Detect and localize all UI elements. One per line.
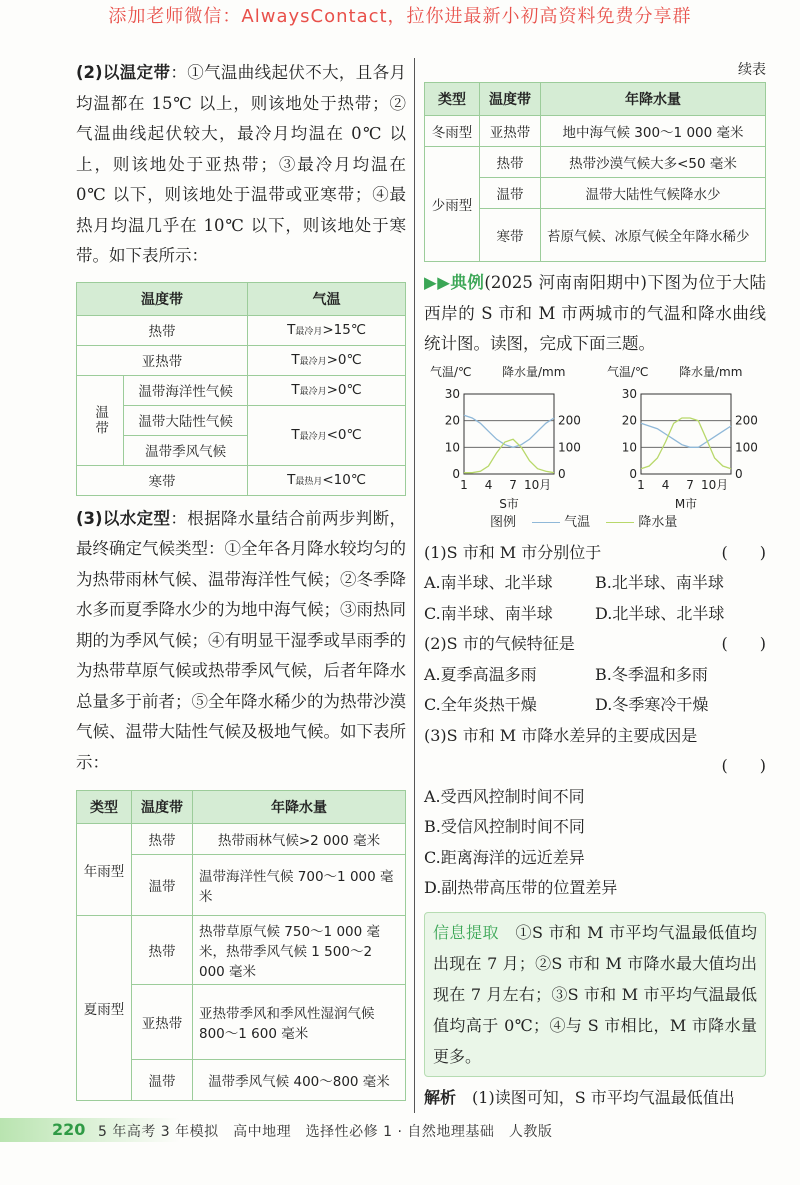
table-cell: 热带: [132, 916, 193, 985]
plot-area: [622, 387, 758, 492]
y-left-tick: 0: [629, 466, 637, 481]
y-right-tick: 0: [558, 466, 566, 481]
table-header: 类型: [425, 83, 480, 116]
table-cell: 寒带: [480, 209, 541, 262]
y-left-label: 气温/℃: [430, 364, 472, 379]
table-cell: 温带: [77, 375, 124, 465]
question-text: (2)S 市的气候特征是: [424, 634, 575, 653]
table-cell: T最冷月>0℃: [248, 375, 406, 405]
table-row: [77, 824, 406, 855]
y-right-tick: 0: [735, 466, 743, 481]
footer-text: 5 年高考 3 年模拟 高中地理 选择性必修 1 · 自然地理基础 人教版: [98, 1124, 553, 1140]
paragraph-text: ：①气温曲线起伏不大，且各月均温都在 15℃ 以上，则该地处于热带；②气温曲线起伏较大，最冷月均温在 0℃ 以上，则该地处于亚热带；③最冷月均温在 0℃ 以下，则该地处于温带或亚寒带；④最热月均温几乎在 10℃ 以下，则该地处于寒带。如下表所示：: [76, 63, 406, 265]
precipitation-line: [464, 439, 554, 472]
info-text: ①S 市和 M 市平均气温最低值均出现在 7 月；②S 市和 M 市降水最大值均出现在 7 月左右；③S 市和 M 市平均气温最低值均高于 0℃；④与 S 市相比，M 市降水量更多。: [433, 922, 757, 1066]
info-box: [424, 912, 766, 1077]
table-cell: 热带: [132, 824, 193, 855]
answer-blank: ( ): [721, 756, 766, 775]
y-left-tick: 0: [452, 466, 460, 481]
temperature-table: [76, 282, 406, 496]
analysis-tag: 解析: [424, 1087, 457, 1107]
precipitation-table: [76, 790, 406, 1101]
precipitation-line: [641, 418, 731, 469]
table-cell: T最冷月>0℃: [248, 345, 406, 375]
y-right-tick: 200: [735, 413, 758, 428]
q3-option: B.受信风控制时间不同: [424, 817, 585, 836]
paragraph-temperature: [76, 58, 406, 272]
plot-frame: [464, 394, 554, 474]
table-header: 年降水量: [541, 83, 766, 116]
q2-options-row2: [424, 690, 766, 721]
legend-precip: 降水量: [638, 514, 678, 530]
s-city-chart: [424, 364, 589, 514]
table-cell: 少雨型: [425, 147, 480, 262]
table-header: 类型: [77, 791, 132, 824]
table-row: [77, 465, 406, 495]
x-tick: 10月: [523, 477, 552, 492]
watermark: 添加老师微信：AlwaysContact，拉你进最新小初高资料免费分享群: [108, 6, 692, 27]
q2-options-row1: [424, 660, 766, 691]
question-2: [424, 629, 766, 660]
y-left-tick: 30: [621, 386, 637, 401]
y-left-tick: 20: [444, 413, 460, 428]
option: A.夏季高温多雨: [424, 664, 537, 684]
x-tick: 10月: [700, 477, 729, 492]
table-cell: 年雨型: [77, 824, 132, 916]
plot-frame: [641, 394, 731, 474]
x-tick: 1: [460, 477, 468, 492]
table-cell: 亚热带: [480, 116, 541, 147]
example-intro: [424, 268, 766, 360]
legend-temp: 气温: [564, 514, 591, 530]
legend-precip-line: [606, 522, 634, 523]
table-row: [77, 315, 406, 345]
paragraph-text: ：根据降水量结合前两步判断，最终确定气候类型：①全年各月降水较均匀的为热带雨林气候、温带海洋性气候；②冬季降水多而夏季降水少的为地中海气候；③雨热同期的为季风气候；④有明显干湿季或旱雨季的为热带草原气候或热带季风气候，后者年降水总量多于前者；⑤全年降水稀少的为热带沙漠气候、温带大陆性气候及极地气候。如下表所示：: [76, 508, 406, 772]
example-tag: ▶▶典例: [424, 273, 485, 292]
question-1: [424, 538, 766, 569]
x-tick: 4: [484, 477, 493, 492]
q1-options-row1: [424, 568, 766, 599]
table-cell: 热带雨林气候>2 000 毫米: [193, 824, 406, 855]
y-left-tick: 10: [621, 439, 637, 454]
page-footer: [0, 1118, 800, 1142]
table-cell: T最冷月>15℃: [248, 315, 406, 345]
option: C.南半球、南半球: [424, 603, 553, 623]
x-tick: 1: [637, 477, 645, 492]
table-cell: T最热月<10℃: [248, 465, 406, 495]
table-cell: 温带海洋性气候 700～1 000 毫米: [193, 855, 406, 916]
table-cell: 夏雨型: [77, 916, 132, 1101]
temperature-line: [641, 423, 731, 447]
analysis: [424, 1083, 766, 1114]
table-cell: 温带季风气候: [124, 435, 248, 465]
heading-precipitation: (3)以水定型: [76, 508, 171, 528]
continued-label: 续表: [738, 62, 766, 78]
table-row: [77, 375, 406, 405]
q3-option: C.距离海洋的远近差异: [424, 847, 585, 867]
answer-blank: ( ): [721, 542, 766, 562]
charts-row: [424, 364, 766, 514]
table-cell: 地中海气候 300～1 000 毫米: [541, 116, 766, 147]
y-left-tick: 20: [621, 413, 637, 428]
table-cell: 亚热带季风和季风性湿润气候 800～1 600 毫米: [193, 985, 406, 1060]
table-cell: 冬雨型: [425, 116, 480, 147]
plot-area: [445, 387, 581, 492]
table-cell: 亚热带: [132, 985, 193, 1060]
y-right-tick: 100: [735, 439, 758, 454]
table-cell: 亚热带: [77, 345, 248, 375]
table-row: [77, 345, 406, 375]
y-right-tick: 200: [558, 413, 581, 428]
table-cell: T最冷月<0℃: [248, 405, 406, 465]
y-right-label: 降水量/mm: [679, 364, 743, 379]
x-tick: 4: [661, 477, 670, 492]
page-number: 220: [52, 1120, 86, 1139]
analysis-text: (1)读图可知，S 市平均气温最低值出: [472, 1087, 735, 1107]
precipitation-table-continued: [424, 82, 766, 262]
table-row: [77, 405, 406, 435]
table-cell: 温带海洋性气候: [124, 375, 248, 405]
table-row: [425, 116, 766, 147]
table-cell: 寒带: [77, 465, 248, 495]
left-column: [76, 58, 406, 1101]
temperature-line: [464, 415, 554, 447]
paragraph-precipitation: [76, 504, 406, 779]
column-divider: [414, 58, 415, 1113]
option: B.冬季温和多雨: [595, 664, 708, 684]
answer-blank: ( ): [721, 634, 766, 653]
legend-label: 图例: [490, 514, 517, 530]
question-3: (3)S 市和 M 市降水差异的主要成因是: [424, 725, 698, 745]
option: A.南半球、北半球: [424, 573, 553, 592]
m-city-chart: [601, 364, 766, 514]
info-tag: 信息提取: [433, 922, 499, 942]
table-header: 温度带: [77, 282, 248, 315]
table-cell: 热带: [77, 315, 248, 345]
y-left-tick: 10: [444, 439, 460, 454]
option: B.北半球、南半球: [595, 573, 724, 592]
example-text: (2025 河南南阳期中)下图为位于大陆西岸的 S 市和 M 市两城市的气温和降水曲线统计图。读图，完成下面三题。: [424, 273, 766, 353]
table-cell: 温带: [132, 1060, 193, 1101]
right-column: [424, 58, 766, 1113]
y-right-label: 降水量/mm: [502, 364, 566, 379]
question-text: (1)S 市和 M 市分别位于: [424, 542, 602, 562]
table-cell: 苔原气候、冰原气候全年降水稀少: [541, 209, 766, 262]
q3-option: D.副热带高压带的位置差异: [424, 878, 618, 897]
table-cell: 热带沙漠气候大多<50 毫米: [541, 147, 766, 178]
table-cell: 温带大陆性气候: [124, 405, 248, 435]
legend-temp-line: [532, 522, 560, 523]
x-tick: 7: [509, 477, 517, 492]
chart-legend: [490, 514, 766, 532]
q1-options-row2: [424, 599, 766, 630]
chart-title: M市: [674, 496, 698, 511]
table-cell: 温带季风气候 400～800 毫米: [193, 1060, 406, 1101]
y-right-tick: 100: [558, 439, 581, 454]
q3-option: A.受西风控制时间不同: [424, 786, 585, 806]
option: D.冬季寒冷干燥: [595, 695, 709, 714]
table-header: 年降水量: [193, 791, 406, 824]
y-left-tick: 30: [444, 386, 460, 401]
table-header: 气温: [248, 282, 406, 315]
table-cell: 温带大陆性气候降水少: [541, 178, 766, 209]
x-tick: 7: [686, 477, 694, 492]
heading-temperature: (2)以温定带: [76, 63, 171, 82]
table-row: [425, 147, 766, 178]
table-cell: 热带: [480, 147, 541, 178]
option: D.北半球、北半球: [595, 603, 725, 623]
table-cell: 热带草原气候 750～1 000 毫米，热带季风气候 1 500～2 000 毫米: [193, 916, 406, 985]
table-cell: 温带: [132, 855, 193, 916]
table-header: 温度带: [132, 791, 193, 824]
table-cell: 温带: [480, 178, 541, 209]
table-row: [77, 916, 406, 985]
y-left-label: 气温/℃: [607, 364, 649, 379]
table-header: 温度带: [480, 83, 541, 116]
chart-title: S市: [499, 496, 519, 511]
option: C.全年炎热干燥: [424, 695, 537, 714]
